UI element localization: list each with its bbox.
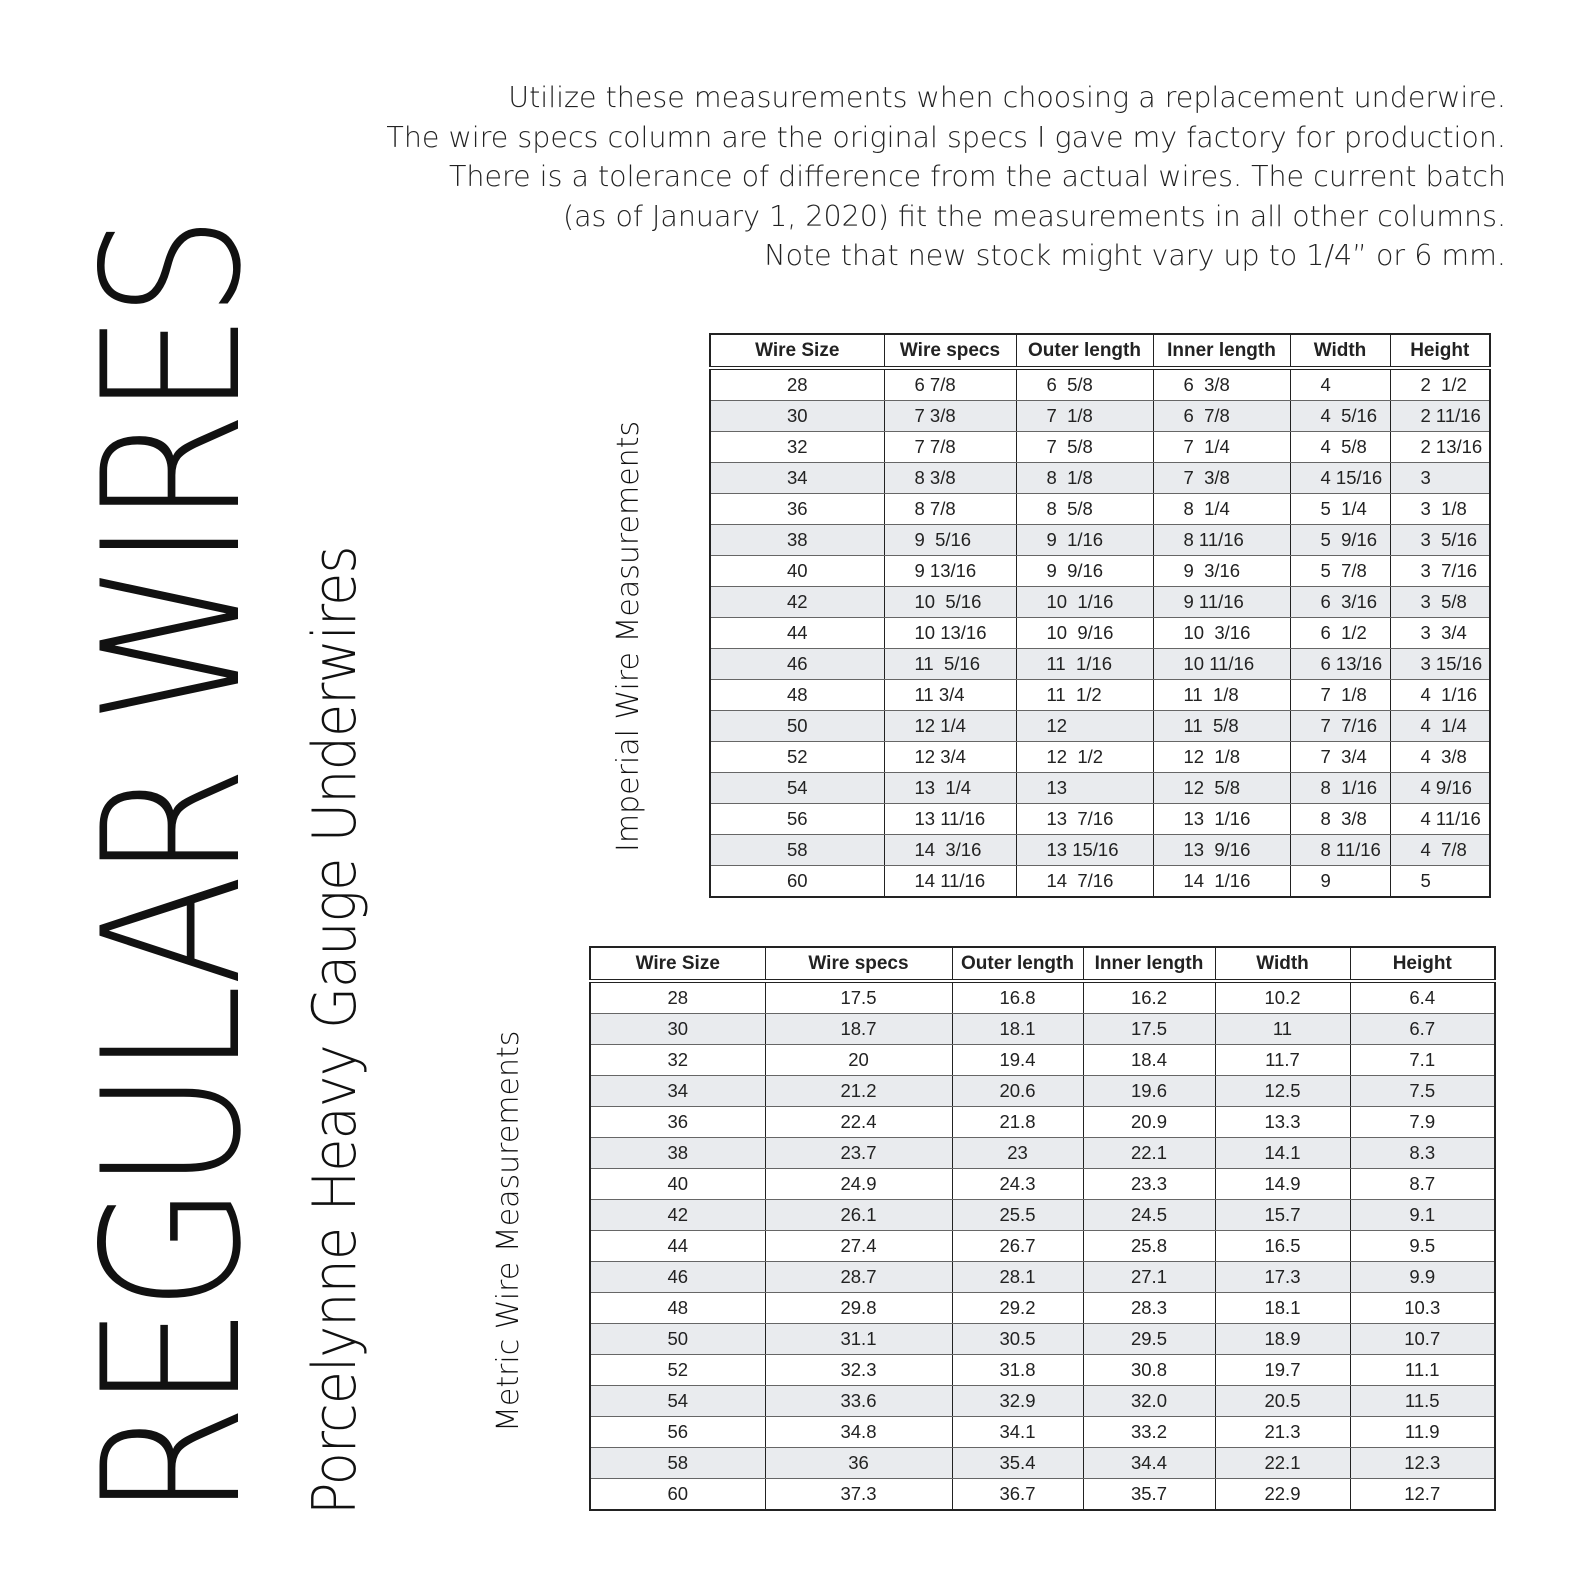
metric-table-label: Metric Wire Measurements [491,1030,526,1432]
table-cell: 7 3/8 [884,401,1016,432]
table-cell: 9.5 [1350,1231,1495,1262]
table-cell: 5 9/16 [1290,525,1390,556]
table-cell: 54 [710,773,884,804]
table-cell: 14.1 [1215,1138,1350,1169]
table-row [590,1107,1495,1138]
table-cell: 11.9 [1350,1417,1495,1448]
table-cell: 28 [590,981,765,1014]
table-cell: 50 [710,711,884,742]
table-cell: 15.7 [1215,1200,1350,1231]
intro-line: Note that new stock might vary up to 1/4” or 6 mm. [764,239,1506,272]
table-cell: 10 3/16 [1153,618,1290,649]
table-row [710,587,1490,618]
table-cell: 11 5/16 [884,649,1016,680]
table-cell: 10.2 [1215,981,1350,1014]
table-cell: 10 5/16 [884,587,1016,618]
table-cell: 3 15/16 [1390,649,1490,680]
table-row [590,1355,1495,1386]
table-cell: 7 5/8 [1016,432,1153,463]
table-cell: 8.3 [1350,1138,1495,1169]
intro-line: Utilize these measurements when choosing a replacement underwire. [508,81,1506,114]
table-cell: 12.5 [1215,1076,1350,1107]
table-row [710,525,1490,556]
table-cell: 34.8 [765,1417,952,1448]
table-cell: 48 [590,1293,765,1324]
table-cell: 8.7 [1350,1169,1495,1200]
table-cell: 7 3/8 [1153,463,1290,494]
table-row [710,773,1490,804]
table-cell: 8 3/8 [884,463,1016,494]
table-cell: 30.8 [1083,1355,1215,1386]
table-cell: 27.1 [1083,1262,1215,1293]
table-cell: 11 1/8 [1153,680,1290,711]
table-cell: 11 3/4 [884,680,1016,711]
table-cell: 13.3 [1215,1107,1350,1138]
table-row [590,1169,1495,1200]
intro-line: (as of January 1, 2020) fit the measurements in all other columns. [562,199,1506,233]
table-cell: 9 11/16 [1153,587,1290,618]
column-header: Wire Size [590,947,765,981]
table-cell: 24.9 [765,1169,952,1200]
table-cell: 13 15/16 [1016,835,1153,866]
table-row [710,401,1490,432]
table-cell: 56 [590,1417,765,1448]
table-cell: 20.6 [952,1076,1083,1107]
table-cell: 6 3/16 [1290,587,1390,618]
table-cell: 18.1 [1215,1293,1350,1324]
table-cell: 5 [1390,866,1490,898]
imperial-measurements-table [709,333,1491,898]
table-cell: 14 1/16 [1153,866,1290,898]
table-cell: 36.7 [952,1479,1083,1511]
table-cell: 6 1/2 [1290,618,1390,649]
table-header-row [590,947,1495,981]
table-cell: 5 1/4 [1290,494,1390,525]
table-cell: 42 [590,1200,765,1231]
table-cell: 21.8 [952,1107,1083,1138]
table-cell: 16.2 [1083,981,1215,1014]
table-cell: 60 [710,866,884,898]
table-cell: 9.9 [1350,1262,1495,1293]
table-cell: 25.8 [1083,1231,1215,1262]
table-cell: 8 7/8 [884,494,1016,525]
table-cell: 9 13/16 [884,556,1016,587]
table-cell: 9 3/16 [1153,556,1290,587]
table-row [710,463,1490,494]
table-cell: 34 [710,463,884,494]
table-cell: 29.2 [952,1293,1083,1324]
table-cell: 13 [1016,773,1153,804]
table-cell: 21.2 [765,1076,952,1107]
column-header: Width [1290,334,1390,368]
table-cell: 6 7/8 [1153,401,1290,432]
table-cell: 6 5/8 [1016,368,1153,401]
table-cell: 12 1/8 [1153,742,1290,773]
table-cell: 3 5/16 [1390,525,1490,556]
table-cell: 40 [590,1169,765,1200]
table-cell: 6.7 [1350,1014,1495,1045]
table-cell: 9 9/16 [1016,556,1153,587]
table-cell: 4 1/4 [1390,711,1490,742]
table-cell: 28.7 [765,1262,952,1293]
table-cell: 17.3 [1215,1262,1350,1293]
column-header: Height [1390,334,1490,368]
table-row [710,804,1490,835]
table-cell: 9.1 [1350,1200,1495,1231]
table-cell: 35.7 [1083,1479,1215,1511]
table-row [590,1231,1495,1262]
table-cell: 6 13/16 [1290,649,1390,680]
table-cell: 4 7/8 [1390,835,1490,866]
table-cell: 29.8 [765,1293,952,1324]
table-cell: 22.4 [765,1107,952,1138]
table-cell: 3 5/8 [1390,587,1490,618]
table-row [590,1262,1495,1293]
table-cell: 33.2 [1083,1417,1215,1448]
table-cell: 28.3 [1083,1293,1215,1324]
table-row [590,1200,1495,1231]
table-cell: 16.8 [952,981,1083,1014]
table-row [710,835,1490,866]
table-cell: 3 1/8 [1390,494,1490,525]
table-cell: 17.5 [1083,1014,1215,1045]
table-cell: 8 1/4 [1153,494,1290,525]
table-cell: 18.4 [1083,1045,1215,1076]
table-cell: 10.7 [1350,1324,1495,1355]
table-cell: 30 [590,1014,765,1045]
table-cell: 12 [1016,711,1153,742]
table-cell: 34 [590,1076,765,1107]
table-cell: 2 11/16 [1390,401,1490,432]
table-cell: 7 7/16 [1290,711,1390,742]
table-cell: 4 5/16 [1290,401,1390,432]
table-cell: 52 [590,1355,765,1386]
table-row [590,1045,1495,1076]
table-cell: 26.7 [952,1231,1083,1262]
table-cell: 12 5/8 [1153,773,1290,804]
table-cell: 12.7 [1350,1479,1495,1511]
table-cell: 34.1 [952,1417,1083,1448]
table-cell: 11 5/8 [1153,711,1290,742]
table-row [710,432,1490,463]
table-cell: 4 15/16 [1290,463,1390,494]
column-header: Wire specs [884,334,1016,368]
table-cell: 38 [710,525,884,556]
table-cell: 18.7 [765,1014,952,1045]
table-cell: 58 [590,1448,765,1479]
table-cell: 13 1/4 [884,773,1016,804]
table-row [590,1076,1495,1107]
table-cell: 11 1/16 [1016,649,1153,680]
column-header: Inner length [1153,334,1290,368]
table-cell: 4 3/8 [1390,742,1490,773]
table-row [590,981,1495,1014]
table-cell: 17.5 [765,981,952,1014]
column-header: Width [1215,947,1350,981]
imperial-table-label: Imperial Wire Measurements [611,420,646,852]
table-row [710,649,1490,680]
table-cell: 11.7 [1215,1045,1350,1076]
table-cell: 6.4 [1350,981,1495,1014]
table-cell: 20.9 [1083,1107,1215,1138]
table-row [590,1417,1495,1448]
table-cell: 10 9/16 [1016,618,1153,649]
table-cell: 12 3/4 [884,742,1016,773]
table-cell: 4 11/16 [1390,804,1490,835]
table-cell: 13 1/16 [1153,804,1290,835]
table-cell: 32 [710,432,884,463]
table-cell: 7 1/8 [1016,401,1153,432]
table-cell: 40 [710,556,884,587]
table-cell: 13 11/16 [884,804,1016,835]
table-cell: 12 1/2 [1016,742,1153,773]
table-cell: 8 3/8 [1290,804,1390,835]
table-row [710,711,1490,742]
table-cell: 37.3 [765,1479,952,1511]
table-cell: 18.1 [952,1014,1083,1045]
table-cell: 13 9/16 [1153,835,1290,866]
table-cell: 8 11/16 [1290,835,1390,866]
table-cell: 9 1/16 [1016,525,1153,556]
table-cell: 18.9 [1215,1324,1350,1355]
table-row [710,866,1490,898]
table-cell: 19.4 [952,1045,1083,1076]
intro-text [256,78,1506,276]
table-cell: 56 [710,804,884,835]
table-cell: 33.6 [765,1386,952,1417]
table-cell: 7 1/8 [1290,680,1390,711]
table-cell: 42 [710,587,884,618]
table-row [590,1479,1495,1511]
table-row [710,368,1490,401]
column-header: Outer length [1016,334,1153,368]
table-cell: 60 [590,1479,765,1511]
table-cell: 13 7/16 [1016,804,1153,835]
table-row [710,618,1490,649]
column-header: Inner length [1083,947,1215,981]
table-cell: 22.1 [1083,1138,1215,1169]
table-cell: 31.8 [952,1355,1083,1386]
page-title: REGULAR WIRES [62,219,283,1518]
table-cell: 21.3 [1215,1417,1350,1448]
table-cell: 20.5 [1215,1386,1350,1417]
table-cell: 4 9/16 [1390,773,1490,804]
column-header: Wire Size [710,334,884,368]
table-cell: 5 7/8 [1290,556,1390,587]
table-cell: 7.9 [1350,1107,1495,1138]
table-cell: 7.5 [1350,1076,1495,1107]
table-cell: 24.5 [1083,1200,1215,1231]
table-cell: 22.1 [1215,1448,1350,1479]
table-cell: 7 7/8 [884,432,1016,463]
table-header-row [710,334,1490,368]
table-cell: 11 [1215,1014,1350,1045]
table-cell: 14 11/16 [884,866,1016,898]
table-cell: 2 1/2 [1390,368,1490,401]
table-row [590,1293,1495,1324]
table-row [590,1448,1495,1479]
table-cell: 11 1/2 [1016,680,1153,711]
metric-measurements-table [589,946,1496,1511]
table-cell: 38 [590,1138,765,1169]
table-cell: 27.4 [765,1231,952,1262]
table-row [710,680,1490,711]
table-cell: 23.7 [765,1138,952,1169]
table-cell: 58 [710,835,884,866]
table-cell: 8 1/16 [1290,773,1390,804]
table-cell: 24.3 [952,1169,1083,1200]
table-cell: 8 1/8 [1016,463,1153,494]
page-subtitle: Porcelynne Heavy Gauge Underwires [300,546,370,1515]
table-cell: 26.1 [765,1200,952,1231]
table-row [590,1014,1495,1045]
table-cell: 23.3 [1083,1169,1215,1200]
table-cell: 50 [590,1324,765,1355]
table-row [710,556,1490,587]
table-cell: 36 [765,1448,952,1479]
table-cell: 44 [590,1231,765,1262]
column-header: Outer length [952,947,1083,981]
column-header: Wire specs [765,947,952,981]
table-cell: 30.5 [952,1324,1083,1355]
table-cell: 6 7/8 [884,368,1016,401]
table-cell: 6 3/8 [1153,368,1290,401]
column-header: Height [1350,947,1495,981]
table-cell: 2 13/16 [1390,432,1490,463]
table-cell: 10 11/16 [1153,649,1290,680]
table-cell: 19.7 [1215,1355,1350,1386]
table-row [590,1138,1495,1169]
table-cell: 3 [1390,463,1490,494]
table-cell: 9 5/16 [884,525,1016,556]
table-cell: 28.1 [952,1262,1083,1293]
intro-line: The wire specs column are the original specs I gave my factory for production. [386,120,1506,154]
table-cell: 7.1 [1350,1045,1495,1076]
table-cell: 32 [590,1045,765,1076]
table-cell: 10 13/16 [884,618,1016,649]
table-row [710,742,1490,773]
table-cell: 52 [710,742,884,773]
table-cell: 32.3 [765,1355,952,1386]
table-cell: 20 [765,1045,952,1076]
table-cell: 10 1/16 [1016,587,1153,618]
table-cell: 32.0 [1083,1386,1215,1417]
table-cell: 44 [710,618,884,649]
table-cell: 25.5 [952,1200,1083,1231]
table-cell: 14 7/16 [1016,866,1153,898]
intro-line: There is a tolerance of difference from the actual wires. The current batch [448,160,1506,193]
table-cell: 14 3/16 [884,835,1016,866]
table-cell: 12 1/4 [884,711,1016,742]
table-cell: 30 [710,401,884,432]
table-cell: 19.6 [1083,1076,1215,1107]
table-cell: 7 3/4 [1290,742,1390,773]
table-cell: 36 [590,1107,765,1138]
table-cell: 31.1 [765,1324,952,1355]
table-cell: 28 [710,368,884,401]
table-cell: 34.4 [1083,1448,1215,1479]
table-cell: 11.5 [1350,1386,1495,1417]
table-cell: 14.9 [1215,1169,1350,1200]
table-cell: 8 5/8 [1016,494,1153,525]
table-cell: 4 5/8 [1290,432,1390,463]
table-cell: 35.4 [952,1448,1083,1479]
table-cell: 46 [710,649,884,680]
table-cell: 12.3 [1350,1448,1495,1479]
table-cell: 23 [952,1138,1083,1169]
table-cell: 16.5 [1215,1231,1350,1262]
table-row [710,494,1490,525]
table-cell: 46 [590,1262,765,1293]
table-cell: 3 7/16 [1390,556,1490,587]
table-row [590,1386,1495,1417]
table-cell: 7 1/4 [1153,432,1290,463]
table-cell: 4 1/16 [1390,680,1490,711]
table-cell: 11.1 [1350,1355,1495,1386]
table-cell: 3 3/4 [1390,618,1490,649]
table-cell: 9 [1290,866,1390,898]
table-cell: 48 [710,680,884,711]
table-row [590,1324,1495,1355]
table-cell: 32.9 [952,1386,1083,1417]
table-cell: 8 11/16 [1153,525,1290,556]
table-cell: 29.5 [1083,1324,1215,1355]
table-cell: 36 [710,494,884,525]
table-cell: 22.9 [1215,1479,1350,1511]
table-cell: 10.3 [1350,1293,1495,1324]
table-cell: 54 [590,1386,765,1417]
table-cell: 4 [1290,368,1390,401]
